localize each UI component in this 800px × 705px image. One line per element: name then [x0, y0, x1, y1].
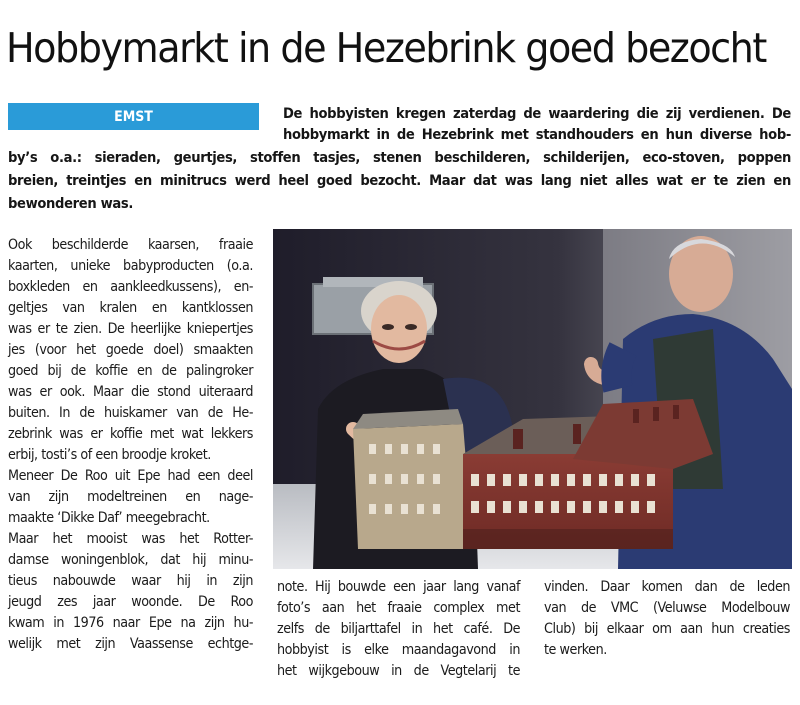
body-line: geltjes van kralen en kantklossen: [8, 300, 253, 316]
body-line: kwam in 1976 naar Epe na zijn hu-: [8, 615, 253, 631]
section-tag: EMST: [8, 103, 259, 130]
lead-line-2: hobbymarkt in de Hezebrink met standhouders en hun diverse hob-: [283, 126, 791, 143]
body-line: van de VMC (Veluwse Modelbouw: [544, 600, 790, 616]
body-line: note. Hij bouwde een jaar lang vanaf: [277, 579, 520, 595]
body-line: Maar het mooist was het Rotter-: [8, 531, 253, 547]
body-line: maakte ‘Dikke Daf’ meegebracht.: [8, 510, 210, 526]
body-line: tieus nabouwde waar hij in zijn: [8, 573, 253, 589]
lead-line-1: De hobbyisten kregen zaterdag de waardering die zij verdienen. De: [283, 105, 791, 122]
body-line: boxkleden en aankleedkussens), en-: [8, 279, 253, 295]
body-line: erbij, tosti’s of een broodje kroket.: [8, 447, 211, 463]
body-column-3: [544, 577, 790, 661]
lead-line-5: bewonderen was.: [8, 195, 133, 212]
body-line: van zijn modeltreinen en nage-: [8, 489, 253, 505]
body-line: kaarten, unieke babyproducten (o.a.: [8, 258, 253, 274]
body-line: Meneer De Roo uit Epe had een deel: [8, 468, 253, 484]
body-line: te werken.: [544, 642, 607, 658]
body-line: zelfs de biljarttafel in het café. De: [277, 621, 520, 637]
body-column-1: [8, 235, 253, 655]
article-photo: [273, 229, 792, 569]
body-line: het wijkgebouw in de Vegtelarij te: [277, 663, 520, 679]
body-line: jes (voor het goede doel) smaakten: [8, 342, 253, 358]
body-line: goed bij de koffie en de palingroker: [8, 363, 253, 379]
body-line: foto’s aan het fraaie complex met: [277, 600, 520, 616]
body-line: welijk met zijn Vaassense echtge-: [8, 636, 253, 652]
body-column-2: [277, 577, 520, 682]
body-line: vinden. Daar komen dan de leden: [544, 579, 790, 595]
lead-line-4: breien, treintjes en minitrucs werd heel goed bezocht. Maar dat was lang niet alles wat er te zien en: [8, 172, 791, 189]
lead-line-3: by’s o.a.: sieraden, geurtjes, stoffen tasjes, stenen beschilderen, schilderijen, eco-stoven, poppen: [8, 149, 791, 166]
body-line: zebrink was er koffie met wat lekkers: [8, 426, 253, 442]
body-line: buiten. In de huiskamer van de He-: [8, 405, 253, 421]
body-line: was er te zien. De heerlijke kniepertjes: [8, 321, 253, 337]
body-line: was er ook. Maar die stond uiteraard: [8, 384, 253, 400]
headline: Hobbymarkt in de Hezebrink goed bezocht: [6, 24, 766, 72]
body-line: jeugd zes jaar woonde. De Roo: [8, 594, 253, 610]
body-line: Ook beschilderde kaarsen, fraaie: [8, 237, 253, 253]
body-line: damse woningenblok, dat hij minu-: [8, 552, 253, 568]
body-line: hobbyist is elke maandagavond in: [277, 642, 520, 658]
body-line: Club) bij elkaar om aan hun creaties: [544, 621, 790, 637]
